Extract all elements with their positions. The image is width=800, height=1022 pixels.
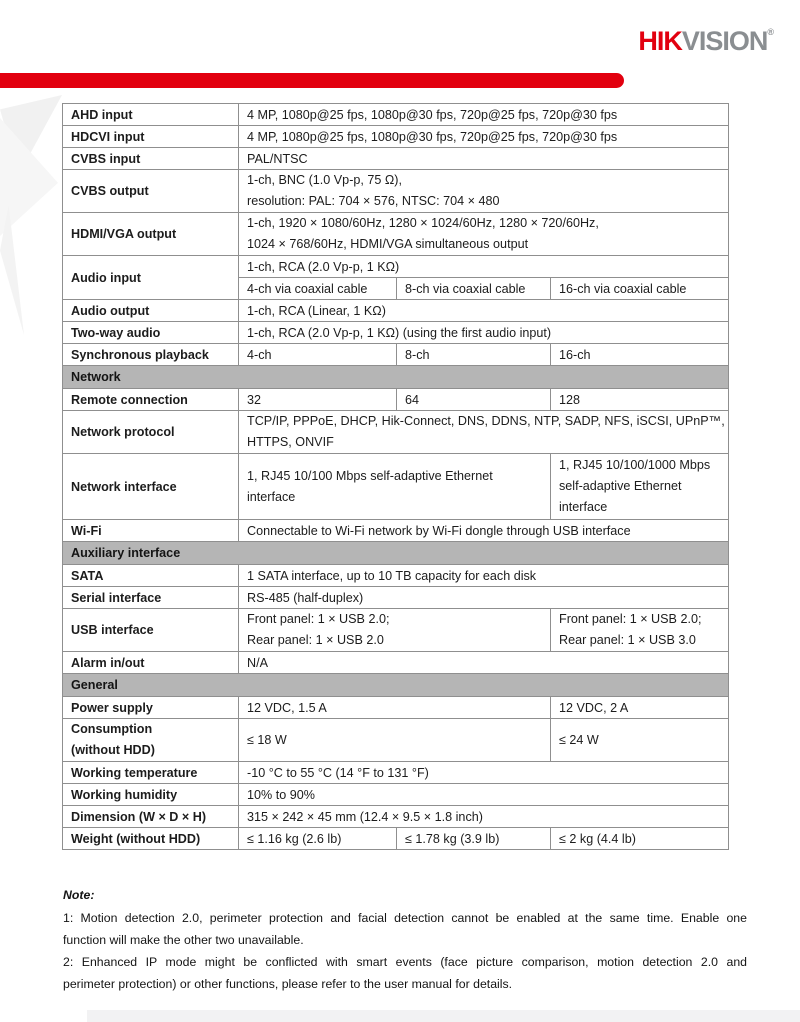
spec-value: 10% to 90% — [239, 784, 729, 806]
spec-label: Alarm in/out — [63, 652, 239, 674]
table-row — [63, 565, 729, 587]
spec-label: SATA — [63, 565, 239, 587]
section-header-row — [63, 366, 729, 389]
spec-value: 12 VDC, 1.5 A — [239, 697, 551, 719]
spec-value: 64 — [397, 389, 551, 411]
spec-value — [239, 609, 551, 652]
spec-value: Connectable to Wi-Fi network by Wi-Fi dongle through USB interface — [239, 520, 729, 542]
registered-mark-icon: ® — [767, 27, 774, 37]
spec-value: 1-ch, RCA (2.0 Vp-p, 1 KΩ) (using the first audio input) — [239, 322, 729, 344]
table-row — [63, 322, 729, 344]
table-row — [63, 256, 729, 278]
note-block — [63, 884, 747, 995]
spec-value-line: resolution: PAL: 704 × 576, NTSC: 704 × 480 — [247, 194, 500, 208]
spec-value — [239, 411, 729, 454]
watermark-shape — [0, 205, 48, 335]
hikvision-logo — [638, 26, 774, 57]
spec-value: 4 MP, 1080p@25 fps, 1080p@30 fps, 720p@25 fps, 720p@30 fps — [239, 104, 729, 126]
table-row — [63, 148, 729, 170]
spec-value — [239, 213, 729, 256]
spec-label: Network interface — [63, 454, 239, 520]
spec-value: 315 × 242 × 45 mm (12.4 × 9.5 × 1.8 inch) — [239, 806, 729, 828]
table-row — [63, 389, 729, 411]
spec-value: ≤ 18 W — [239, 719, 551, 762]
section-title: Auxiliary interface — [63, 542, 729, 565]
spec-value-line: Front panel: 1 × USB 2.0; — [559, 612, 702, 626]
spec-value-line: 1, RJ45 10/100/1000 Mbps — [559, 458, 711, 472]
spec-value: 16-ch — [551, 344, 729, 366]
spec-table — [62, 103, 729, 850]
watermark-shape — [0, 95, 62, 175]
table-row — [63, 806, 729, 828]
table-row — [63, 697, 729, 719]
spec-value: 8-ch via coaxial cable — [397, 278, 551, 300]
spec-value: ≤ 1.16 kg (2.6 lb) — [239, 828, 397, 850]
spec-value-line: Rear panel: 1 × USB 3.0 — [559, 633, 696, 647]
spec-label: Serial interface — [63, 587, 239, 609]
spec-value-line: interface — [247, 489, 296, 504]
spec-label: Wi-Fi — [63, 520, 239, 542]
table-row — [63, 213, 729, 256]
spec-label — [63, 719, 239, 762]
spec-value-line: 1, RJ45 10/100 Mbps self-adaptive Ethernet — [247, 468, 493, 483]
spec-value: 8-ch — [397, 344, 551, 366]
spec-value-line: Front panel: 1 × USB 2.0; — [247, 612, 390, 626]
spec-label: Remote connection — [63, 389, 239, 411]
table-row — [63, 126, 729, 148]
section-header-row — [63, 542, 729, 565]
section-title: General — [63, 674, 729, 697]
spec-value — [551, 609, 729, 652]
spec-label: Dimension (W × D × H) — [63, 806, 239, 828]
table-row — [63, 520, 729, 542]
spec-label-line: (without HDD) — [71, 743, 155, 757]
note-line: 2: Enhanced IP mode might be conflicted with smart events (face picture comparison, motion detection 2.0 and — [63, 955, 747, 969]
spec-value: 1 SATA interface, up to 10 TB capacity for each disk — [239, 565, 729, 587]
brand-red-bar — [0, 73, 624, 88]
spec-value — [239, 454, 551, 520]
spec-value-line: Rear panel: 1 × USB 2.0 — [247, 633, 384, 647]
spec-value: 32 — [239, 389, 397, 411]
spec-value: RS-485 (half-duplex) — [239, 587, 729, 609]
spec-value: 1-ch, RCA (2.0 Vp-p, 1 KΩ) — [239, 256, 729, 278]
spec-label: CVBS input — [63, 148, 239, 170]
spec-value-line: interface — [559, 500, 608, 514]
spec-label: Network protocol — [63, 411, 239, 454]
spec-label: Weight (without HDD) — [63, 828, 239, 850]
spec-value: N/A — [239, 652, 729, 674]
spec-label: Audio output — [63, 300, 239, 322]
spec-value-line: 1-ch, BNC (1.0 Vp-p, 75 Ω), — [247, 173, 402, 187]
spec-label: Two-way audio — [63, 322, 239, 344]
spec-label-line: Consumption — [71, 722, 153, 736]
spec-label: HDMI/VGA output — [63, 213, 239, 256]
table-row — [63, 300, 729, 322]
spec-value-line: HTTPS, ONVIF — [247, 435, 334, 449]
spec-value: 16-ch via coaxial cable — [551, 278, 729, 300]
table-row — [63, 609, 729, 652]
spec-label: Audio input — [63, 256, 239, 300]
spec-label: AHD input — [63, 104, 239, 126]
spec-value-line: 1024 × 768/60Hz, HDMI/VGA simultaneous output — [247, 237, 529, 251]
section-title: Network — [63, 366, 729, 389]
spec-value: 4-ch — [239, 344, 397, 366]
table-row — [63, 344, 729, 366]
spec-label: Working temperature — [63, 762, 239, 784]
spec-value: ≤ 1.78 kg (3.9 lb) — [397, 828, 551, 850]
spec-label: USB interface — [63, 609, 239, 652]
table-row — [63, 762, 729, 784]
spec-value — [551, 454, 729, 520]
table-row — [63, 652, 729, 674]
spec-value-line: self-adaptive Ethernet — [559, 479, 682, 493]
table-row — [63, 719, 729, 762]
table-row — [63, 411, 729, 454]
spec-value-line: 1-ch, 1920 × 1080/60Hz, 1280 × 1024/60Hz, 1280 × 720/60Hz, — [247, 216, 599, 230]
spec-value: 4-ch via coaxial cable — [239, 278, 397, 300]
table-row — [63, 454, 729, 520]
logo-hik-text: HIK — [638, 26, 682, 56]
note-line: perimeter protection) or other functions, please refer to the user manual for details. — [63, 977, 513, 991]
spec-label: HDCVI input — [63, 126, 239, 148]
spec-value: PAL/NTSC — [239, 148, 729, 170]
table-row — [63, 784, 729, 806]
note-line: 1: Motion detection 2.0, perimeter protection and facial detection cannot be enabled at the same time. Enable one — [63, 911, 747, 925]
spec-label: Working humidity — [63, 784, 239, 806]
spec-label: CVBS output — [63, 170, 239, 213]
spec-label: Synchronous playback — [63, 344, 239, 366]
spec-value: -10 °C to 55 °C (14 °F to 131 °F) — [239, 762, 729, 784]
spec-value: 12 VDC, 2 A — [551, 697, 729, 719]
footer-bar — [87, 1010, 800, 1022]
table-row — [63, 170, 729, 213]
spec-value: 4 MP, 1080p@25 fps, 1080p@30 fps, 720p@25 fps, 720p@30 fps — [239, 126, 729, 148]
spec-value: 128 — [551, 389, 729, 411]
table-row — [63, 828, 729, 850]
spec-value: ≤ 2 kg (4.4 lb) — [551, 828, 729, 850]
section-header-row — [63, 674, 729, 697]
spec-value — [239, 170, 729, 213]
note-line: function will make the other two unavailable. — [63, 933, 304, 947]
spec-value-line: TCP/IP, PPPoE, DHCP, Hik-Connect, DNS, DDNS, NTP, SADP, NFS, iSCSI, UPnP™, — [247, 414, 725, 428]
logo-vision-text: VISION — [681, 26, 768, 56]
spec-label: Power supply — [63, 697, 239, 719]
table-row — [63, 587, 729, 609]
spec-value: 1-ch, RCA (Linear, 1 KΩ) — [239, 300, 729, 322]
spec-value: ≤ 24 W — [551, 719, 729, 762]
table-row — [63, 104, 729, 126]
watermark-shape — [0, 118, 58, 236]
note-title: Note: — [63, 888, 95, 902]
